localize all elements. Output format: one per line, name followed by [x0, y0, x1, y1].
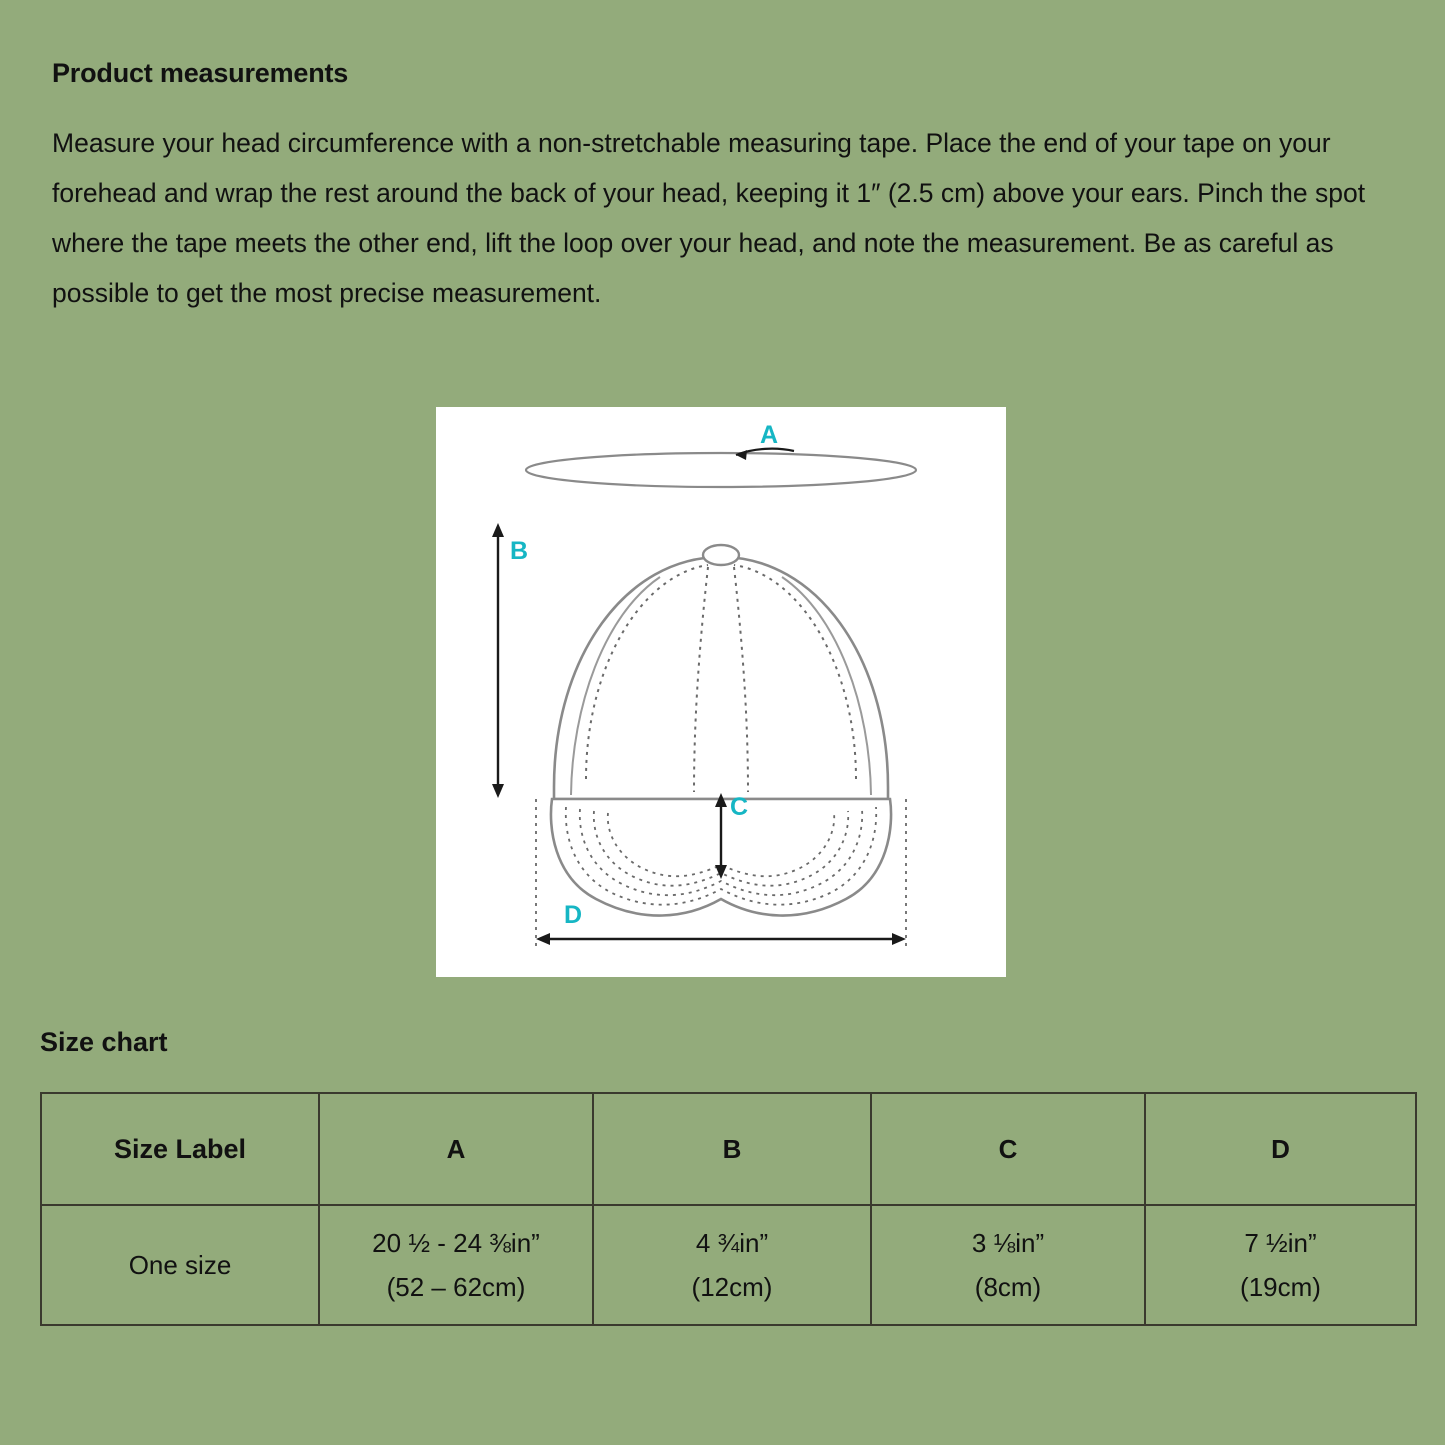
cell-measurement-c-cm: (8cm)	[974, 1272, 1042, 1302]
cap-measurement-diagram	[436, 407, 1006, 977]
column-header-d: D	[1145, 1093, 1416, 1205]
page-title: Product measurements	[52, 58, 349, 88]
diagram-label-d: D	[564, 901, 583, 929]
cell-measurement-c-inches: 3 ⅛in”	[971, 1228, 1045, 1258]
cell-measurement-d	[1145, 1205, 1416, 1325]
cell-measurement-b-inches: 4 ¾in”	[695, 1228, 769, 1258]
cell-measurement-d-inches: 7 ½in”	[1244, 1228, 1317, 1258]
cell-size-label: One size	[41, 1205, 319, 1325]
cell-measurement-b	[593, 1205, 871, 1325]
size-chart-table	[40, 1092, 1417, 1326]
cell-measurement-a	[319, 1205, 593, 1325]
column-header-size-label: Size Label	[41, 1093, 319, 1205]
table-header-row	[41, 1093, 1416, 1205]
measurement-instructions: Measure your head circumference with a non-stretchable measuring tape. Place the end of your tape on your forehead and wrap the rest around the back of your head, keeping it 1″ (2.5 cm) above your ears. Pinch the spot where the tape meets the other end, lift the loop over your head, and note the measurement. Be as careful as possible to get the most precise measurement.	[52, 128, 1366, 308]
column-header-b: B	[593, 1093, 871, 1205]
cell-measurement-c	[871, 1205, 1145, 1325]
column-header-a: A	[319, 1093, 593, 1205]
column-header-c: C	[871, 1093, 1145, 1205]
diagram-label-a: A	[760, 421, 779, 449]
cell-measurement-d-cm: (19cm)	[1240, 1272, 1321, 1302]
diagram-label-b: B	[510, 537, 529, 565]
table-row	[41, 1205, 1416, 1325]
cell-measurement-a-inches: 20 ½ - 24 ⅜in”	[372, 1228, 540, 1258]
cell-measurement-b-cm: (12cm)	[691, 1272, 773, 1302]
cell-measurement-a-cm: (52 – 62cm)	[386, 1272, 526, 1302]
size-chart-title: Size chart	[40, 1027, 168, 1057]
diagram-label-c: C	[730, 793, 749, 821]
